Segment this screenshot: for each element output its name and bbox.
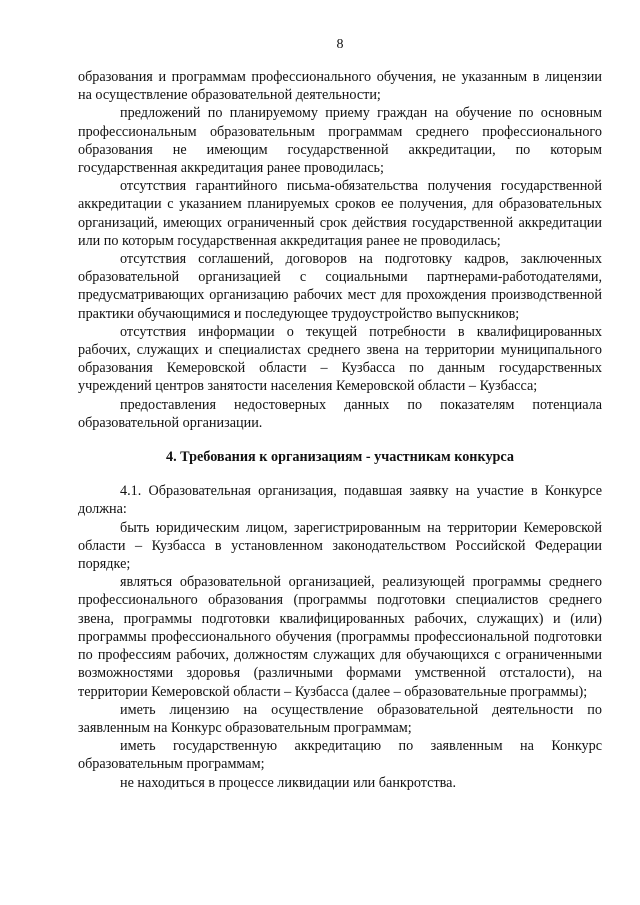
paragraph: являться образовательной организацией, реализующей программы среднего профессионального образования (программы подготовки специалистов среднего звена, программы подготовки квалифицированных рабочих, служащих) и (или) программы профессионального обучения (программы профессиональной подготовки по профессиям рабочих, должностям служащих для обучающихся с ограниченными возможностями здоровья (различными формами умственной отсталости), на территории Кемеровской области – Кузбасса (далее – образовательные программы); <box>78 574 602 700</box>
paragraph: отсутствия информации о текущей потребности в квалифицированных рабочих, служащих и специалистах среднего звена на территории муниципального образования Кемеровской области – Кузбасса по данным государственных учреждений центров занятости населения Кемеровской области – Кузбасса; <box>78 323 602 395</box>
paragraph: отсутствия гарантийного письма-обязательства получения государственной аккредитации с указанием планируемых сроков ее получения, для образовательных организаций, имеющих ограниченный срок действия государственной аккредитации или по которым государственная аккредитация ранее не проводилась; <box>78 178 602 249</box>
paragraph: не находиться в процессе ликвидации или банкротства. <box>120 774 457 791</box>
paragraph: быть юридическим лицом, зарегистрированным на территории Кемеровской области – Кузбасса в установленном законодательством Российской Федерации порядке; <box>78 519 602 573</box>
paragraph: 4.1. Образовательная организация, подавшая заявку на участие в Конкурсе должна: <box>78 483 602 518</box>
paragraph: образования и программам профессионального обучения, не указанным в лицензии на осуществление образовательной деятельности; <box>78 69 602 104</box>
paragraph: иметь государственную аккредитацию по заявленным на Конкурс образовательным программам; <box>78 738 602 773</box>
paragraph: отсутствия соглашений, договоров на подготовку кадров, заключенных образовательной организацией с социальными партнерами-работодателями, предусматривающих организацию рабочих мест для прохождения производственной практики обучающимися и последующее трудоустройство выпускников; <box>78 251 602 322</box>
paragraph: иметь лицензию на осуществление образовательной деятельности по заявленным на Конкурс образовательным программам; <box>78 701 602 736</box>
document-body <box>78 68 602 792</box>
paragraph: предложений по планируемому приему граждан на обучение по основным профессиональным образовательным программам среднего профессионального образования не имеющим государственной аккредитации, по которым государственная аккредитация ранее проводилась; <box>78 105 602 177</box>
paragraph: предоставления недостоверных данных по показателям потенциала образовательной организации. <box>78 396 602 431</box>
section-heading: 4. Требования к организациям - участникам конкурса <box>165 449 514 466</box>
page-number: 8 <box>336 37 344 52</box>
